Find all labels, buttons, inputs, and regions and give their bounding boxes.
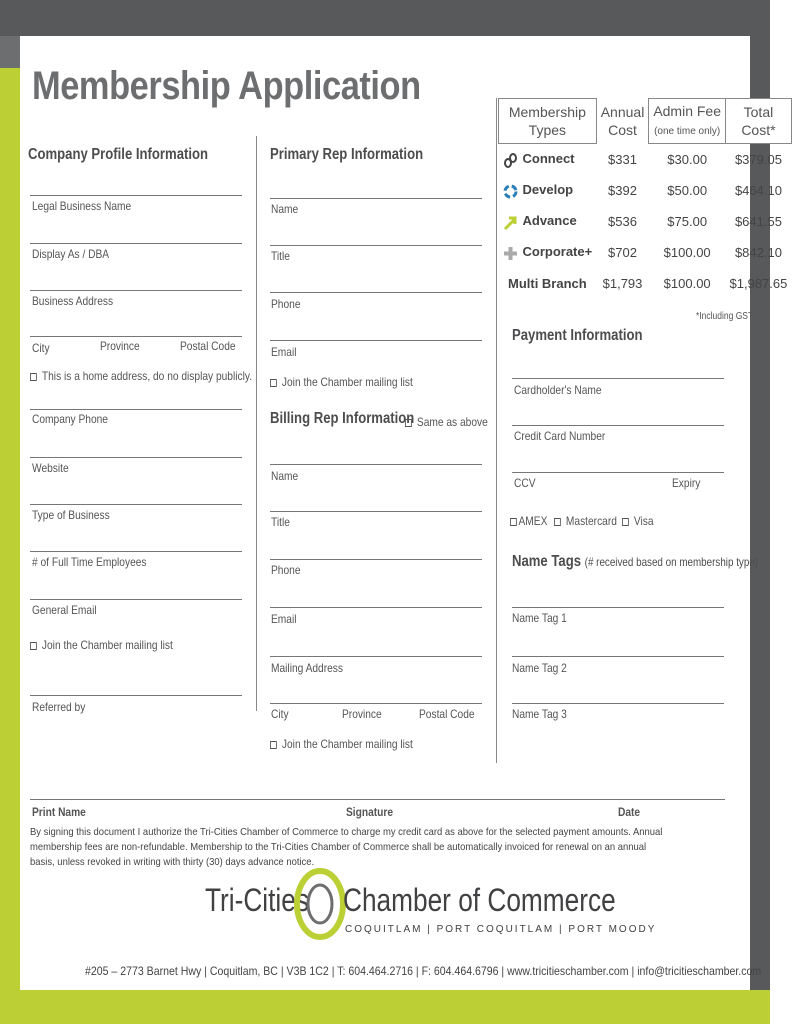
address-line[interactable] <box>30 290 242 291</box>
checkbox-icon[interactable] <box>405 419 412 427</box>
fee-type: Advance <box>522 213 577 229</box>
signature-label: Signature <box>346 805 394 819</box>
name-tag3-line[interactable] <box>512 703 724 704</box>
legal-name-label: Legal Business Name <box>32 199 132 213</box>
rep-mailing-label: Join the Chamber mailing list <box>281 375 413 389</box>
billing-rep-heading: Billing Rep Information <box>270 410 415 427</box>
legal-name-line[interactable] <box>30 195 242 196</box>
company-mailing-label: Join the Chamber mailing list <box>41 638 173 652</box>
checkbox-icon[interactable] <box>622 518 629 526</box>
fee-admin: $100.00 <box>663 245 711 260</box>
fee-type: Connect <box>522 151 575 167</box>
visa-label: Visa <box>633 514 654 528</box>
logo-left-text: Tri-Cities <box>205 882 309 918</box>
rep-email-label: Email <box>271 345 297 359</box>
amex-label: AMEX <box>518 514 548 528</box>
business-type-label: Type of Business <box>32 508 110 522</box>
page-title: Membership Application <box>32 64 421 108</box>
name-tags-title: Name Tags <box>512 553 582 570</box>
ccv-line[interactable] <box>512 472 724 473</box>
form-page <box>20 36 788 990</box>
bottom-green-bar <box>0 990 770 1024</box>
fee-total: $842.10 <box>734 245 782 260</box>
header-admin-line2: (one time only) <box>654 125 721 137</box>
logo-subtitle: COQUITLAM | PORT COQUITLAM | PORT MOODY <box>345 924 657 935</box>
header-admin <box>649 99 726 144</box>
amex-checkbox[interactable] <box>510 514 547 528</box>
name-tag2-line[interactable] <box>512 656 724 657</box>
logo-ring-icon <box>293 864 347 944</box>
payment-heading: Payment Information <box>512 327 643 344</box>
column-divider <box>256 136 257 711</box>
top-bar <box>0 0 770 36</box>
fee-annual: $702 <box>608 245 637 260</box>
billing-email-line[interactable] <box>270 607 482 608</box>
referred-line[interactable] <box>30 695 242 696</box>
billing-phone-line[interactable] <box>270 559 482 560</box>
fee-annual: $331 <box>608 151 637 167</box>
rep-title-line[interactable] <box>270 245 482 246</box>
general-email-line[interactable] <box>30 599 242 600</box>
name-tag3-label: Name Tag 3 <box>512 707 567 721</box>
gst-note: *Including GST <box>696 311 754 322</box>
signature-line[interactable] <box>30 799 725 800</box>
header-types-line1: Membership <box>508 104 586 120</box>
fee-admin: $30.00 <box>667 152 708 167</box>
general-email-label: General Email <box>32 603 97 617</box>
plus-icon <box>503 246 518 261</box>
dba-label: Display As / DBA <box>32 247 110 261</box>
header-annual-line1: Annual <box>600 104 645 120</box>
header-types <box>499 99 597 144</box>
address-label: Business Address <box>32 294 114 308</box>
ccv-label: CCV <box>514 476 536 490</box>
home-address-checkbox[interactable] <box>30 369 252 383</box>
cardholder-line[interactable] <box>512 378 724 379</box>
fee-row <box>499 237 792 268</box>
link-icon <box>503 153 518 168</box>
header-annual-line2: Cost <box>608 122 637 138</box>
billing-mailing-checkbox[interactable] <box>270 737 413 751</box>
mastercard-checkbox[interactable] <box>554 514 617 528</box>
left-green-bar <box>0 68 20 1024</box>
primary-rep-heading: Primary Rep Information <box>270 146 424 163</box>
referred-label: Referred by <box>32 700 86 714</box>
city-label: City <box>32 341 50 355</box>
fee-type: Develop <box>522 182 574 198</box>
header-admin-line1: Admin Fee <box>653 102 722 119</box>
billing-mailing-address-label: Mailing Address <box>271 661 344 675</box>
fee-annual: $392 <box>608 183 637 198</box>
postal-label: Postal Code <box>180 339 236 353</box>
visa-checkbox[interactable] <box>622 514 654 528</box>
left-dark-accent <box>0 36 20 68</box>
fee-annual: $1,793 <box>602 276 643 291</box>
card-number-label: Credit Card Number <box>514 429 606 443</box>
billing-city-line[interactable] <box>270 703 482 704</box>
company-phone-label: Company Phone <box>32 412 108 426</box>
company-phone-line[interactable] <box>30 409 242 410</box>
province-label: Province <box>100 339 140 353</box>
website-label: Website <box>32 461 69 475</box>
name-tag2-label: Name Tag 2 <box>512 661 567 675</box>
expiry-label: Expiry <box>672 476 701 490</box>
rep-email-line[interactable] <box>270 340 482 341</box>
name-tag1-line[interactable] <box>512 607 724 608</box>
checkbox-icon[interactable] <box>30 373 37 381</box>
employees-line[interactable] <box>30 551 242 552</box>
dba-line[interactable] <box>30 243 242 244</box>
fee-type: Corporate+ <box>522 244 593 260</box>
fee-admin: $50.00 <box>667 183 708 198</box>
employees-label: # of Full Time Employees <box>32 555 147 569</box>
logo-right-text: Chamber of Commerce <box>343 882 616 918</box>
name-tags-note: (# received based on membership type) <box>584 555 759 569</box>
fee-row <box>499 268 792 299</box>
billing-mailing-list-label: Join the Chamber mailing list <box>281 737 413 751</box>
checkbox-icon[interactable] <box>554 518 561 526</box>
website-line[interactable] <box>30 457 242 458</box>
recycle-icon <box>503 184 518 199</box>
rep-mailing-checkbox[interactable] <box>270 375 413 389</box>
billing-city-label: City <box>271 707 289 721</box>
fee-row <box>499 144 792 176</box>
rep-phone-line[interactable] <box>270 292 482 293</box>
fee-total: $379.05 <box>734 152 782 167</box>
disclaimer-text: By signing this document I authorize the Tri-Cities Chamber of Commerce to charge my credit card as above for the selected payment amounts. Annual membership fees are non-refundable. Membership to the Tri-Cities Chamber of Commerce shall be automatically invoiced for renewal on an annual basis, unless revoked in writing with thirty (30) days advance notice. <box>30 826 663 868</box>
same-as-above-checkbox[interactable] <box>405 415 488 429</box>
rep-name-line[interactable] <box>270 198 482 199</box>
billing-name-line[interactable] <box>270 464 482 465</box>
mastercard-label: Mastercard <box>565 514 617 528</box>
company-heading: Company Profile Information <box>28 146 209 163</box>
checkbox-icon[interactable] <box>510 518 517 526</box>
billing-province-label: Province <box>342 707 382 721</box>
name-tag1-label: Name Tag 1 <box>512 611 567 625</box>
fee-row <box>499 175 792 206</box>
city-line[interactable] <box>30 336 242 337</box>
checkbox-icon[interactable] <box>270 741 277 749</box>
billing-title-label: Title <box>271 515 290 529</box>
contact-line: #205 – 2773 Barnet Hwy | Coquitlam, BC | V3B 1C2 | T: 604.464.2716 | F: 604.464.6796 | www.tricitieschamber.com | info@tricitieschamber.com <box>85 964 762 978</box>
fee-row <box>499 206 792 237</box>
fee-total: $464.10 <box>734 183 782 198</box>
business-type-line[interactable] <box>30 504 242 505</box>
header-total <box>726 99 792 144</box>
header-total-line1: Total <box>743 104 774 120</box>
arrow-up-right-icon <box>503 215 518 230</box>
fee-total: $1,987.65 <box>729 276 788 291</box>
rep-name-label: Name <box>271 202 299 216</box>
header-annual <box>596 99 649 144</box>
checkbox-icon[interactable] <box>270 379 277 387</box>
name-tags-heading <box>512 553 758 571</box>
print-name-label: Print Name <box>32 805 86 819</box>
rep-phone-label: Phone <box>271 297 301 311</box>
fee-admin: $100.00 <box>663 276 711 291</box>
same-as-above-label: Same as above <box>416 415 488 429</box>
checkbox-icon[interactable] <box>30 642 37 650</box>
billing-phone-label: Phone <box>271 563 301 577</box>
membership-fees-table <box>498 98 792 299</box>
date-label: Date <box>618 805 641 819</box>
column-divider <box>496 98 497 763</box>
card-number-line[interactable] <box>512 425 724 426</box>
billing-name-label: Name <box>271 469 299 483</box>
header-types-line2: Types <box>528 122 567 138</box>
header-total-line2: Cost* <box>741 122 776 138</box>
company-mailing-checkbox[interactable] <box>30 638 173 652</box>
cardholder-label: Cardholder's Name <box>514 383 602 397</box>
fee-total: $641.55 <box>734 214 782 229</box>
billing-mailing-line[interactable] <box>270 656 482 657</box>
billing-email-label: Email <box>271 612 297 626</box>
fee-annual: $536 <box>608 214 637 229</box>
billing-postal-label: Postal Code <box>419 707 475 721</box>
billing-title-line[interactable] <box>270 511 482 512</box>
fee-admin: $75.00 <box>667 214 708 229</box>
home-address-note: This is a home address, do no display publicly. <box>41 369 253 383</box>
rep-title-label: Title <box>271 249 290 263</box>
fee-type: Multi Branch <box>507 276 587 291</box>
